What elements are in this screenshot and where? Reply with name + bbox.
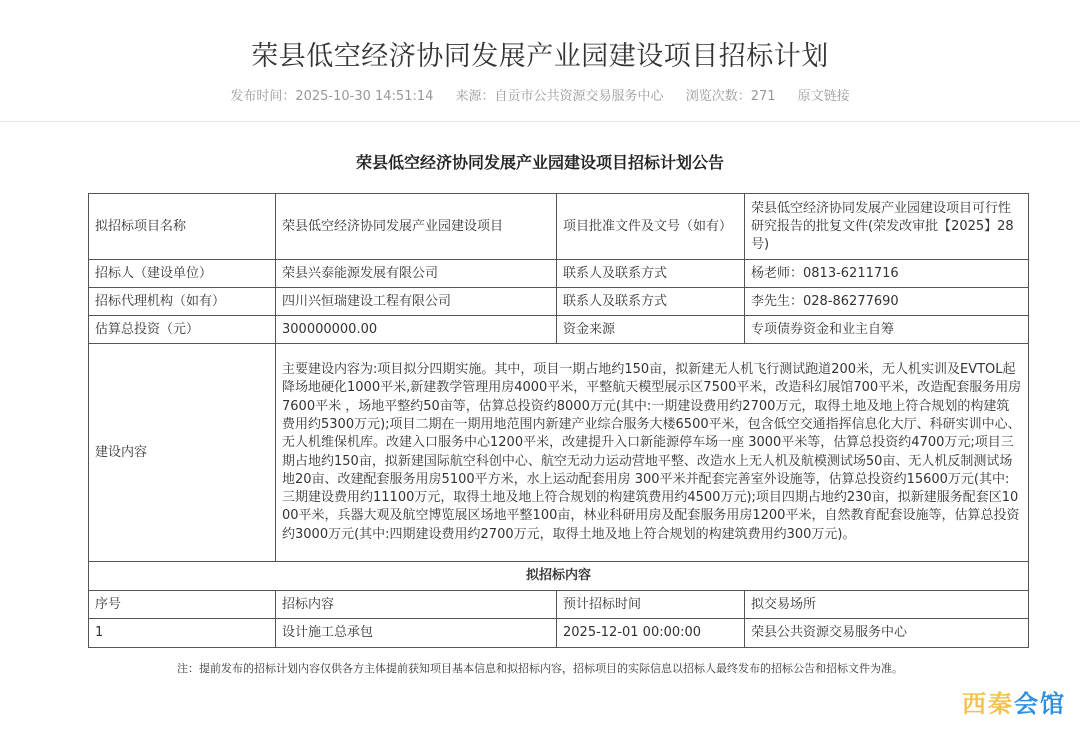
table-row <box>89 288 1029 316</box>
row-value: 专项债券资金和业主自筹 <box>745 316 1029 344</box>
bid-section-title: 拟招标内容 <box>89 562 1029 591</box>
construction-content: 主要建设内容为:项目拟分四期实施。其中，项目一期占地约150亩，拟新建无人机飞行测试跑道200米，无人机实训及EVTOL起降场地硬化1000平米,新建教学管理用房4000平米，平整航天模型展示区7500平米，改造科幻展馆700平米，改造配套服务用房7600平米 ，场地平整约50亩等，估算总投资约8000万元(其中:一期建设费用约2700万元，取得土地及地上符合规划的构建筑费用约5300万元);项目二期在一期用地范围内新建产业综合服务大楼6500平米，包含低空交通指挥信息化大厅、科研实训中心、无人机维保机库。改建入口服务中心1200平米，改建提升入口新能源停车场一座 3000平米等，估算总投资约4700万元;项目三期占地约150亩，拟新建国际航空科创中心、航空无动力运动营地平整、改造水上无人机及航模测试场50亩、无人机反制测试场地20亩、改建配套服务用房5100平方米，水上运动配套用房 300平米并配套完善室外设施等，估算总投资约15600万元(其中:三期建设费用约11100万元，取得土地及地上符合规划的构建筑费用约4500万元);项目四期占地约230亩，拟新建服务配套区1000平米，兵器大观及航空博览展区场地平整100亩，林业科研用房及配套服务用房1200平米，自然教育配套设施等，估算总投资约3000万元(其中:四期建设费用约2700万元，取得土地及地上符合规划的构建筑费用约300万元)。 <box>276 344 1029 562</box>
construction-label: 建设内容 <box>89 344 276 562</box>
table-row <box>89 260 1029 288</box>
table-row <box>89 619 1029 648</box>
row-label: 资金来源 <box>557 316 745 344</box>
header-divider <box>0 121 1080 122</box>
view-count: 浏览次数：271 <box>685 89 776 104</box>
bid-header: 招标内容 <box>276 591 557 619</box>
table-row <box>89 591 1029 619</box>
row-label: 联系人及联系方式 <box>557 288 745 316</box>
article-meta <box>0 85 1080 104</box>
row-value: 荣县低空经济协同发展产业园建设项目可行性研究报告的批复文件(荣发改审批【2025】28号) <box>745 194 1029 260</box>
row-label: 招标人（建设单位） <box>89 260 276 288</box>
row-value: 李先生：028-86277690 <box>745 288 1029 316</box>
bid-header: 拟交易场所 <box>745 591 1029 619</box>
bid-cell: 设计施工总承包 <box>276 619 557 648</box>
row-label: 估算总投资（元） <box>89 316 276 344</box>
bid-header: 预计招标时间 <box>557 591 745 619</box>
row-label: 招标代理机构（如有） <box>89 288 276 316</box>
row-value: 荣县低空经济协同发展产业园建设项目 <box>276 194 557 260</box>
row-value: 四川兴恒瑞建设工程有限公司 <box>276 288 557 316</box>
announcement-title: 荣县低空经济协同发展产业园建设项目招标计划公告 <box>355 153 724 172</box>
bid-cell: 2025-12-01 00:00:00 <box>557 619 745 648</box>
table-row <box>89 344 1029 562</box>
watermark-text-1: 西秦 <box>962 690 1014 718</box>
table-row <box>89 562 1029 591</box>
table-row <box>89 316 1029 344</box>
bid-cell: 荣县公共资源交易服务中心 <box>745 619 1029 648</box>
table-row <box>89 194 1029 260</box>
tender-plan-table <box>88 193 1029 648</box>
row-value: 300000000.00 <box>276 316 557 344</box>
row-value: 荣县兴泰能源发展有限公司 <box>276 260 557 288</box>
row-label: 联系人及联系方式 <box>557 260 745 288</box>
row-value: 杨老师：0813-6211716 <box>745 260 1029 288</box>
publish-time: 发布时间：2025-10-30 14:51:14 <box>230 89 434 104</box>
page-title: 荣县低空经济协同发展产业园建设项目招标计划 <box>251 41 829 72</box>
bid-cell: 1 <box>89 619 276 648</box>
watermark-logo <box>962 684 1066 719</box>
footnote: 注：提前发布的招标计划内容仅供各方主体提前获知项目基本信息和拟招标内容，招标项目的实际信息以招标人最终发布的招标公告和招标文件为准。 <box>177 662 903 675</box>
row-label: 拟招标项目名称 <box>89 194 276 260</box>
bid-header: 序号 <box>89 591 276 619</box>
original-link[interactable]: 原文链接 <box>797 89 850 104</box>
source: 来源：自贡市公共资源交易服务中心 <box>455 89 664 104</box>
row-label: 项目批准文件及文号（如有） <box>557 194 745 260</box>
watermark-text-2: 会馆 <box>1014 690 1066 718</box>
